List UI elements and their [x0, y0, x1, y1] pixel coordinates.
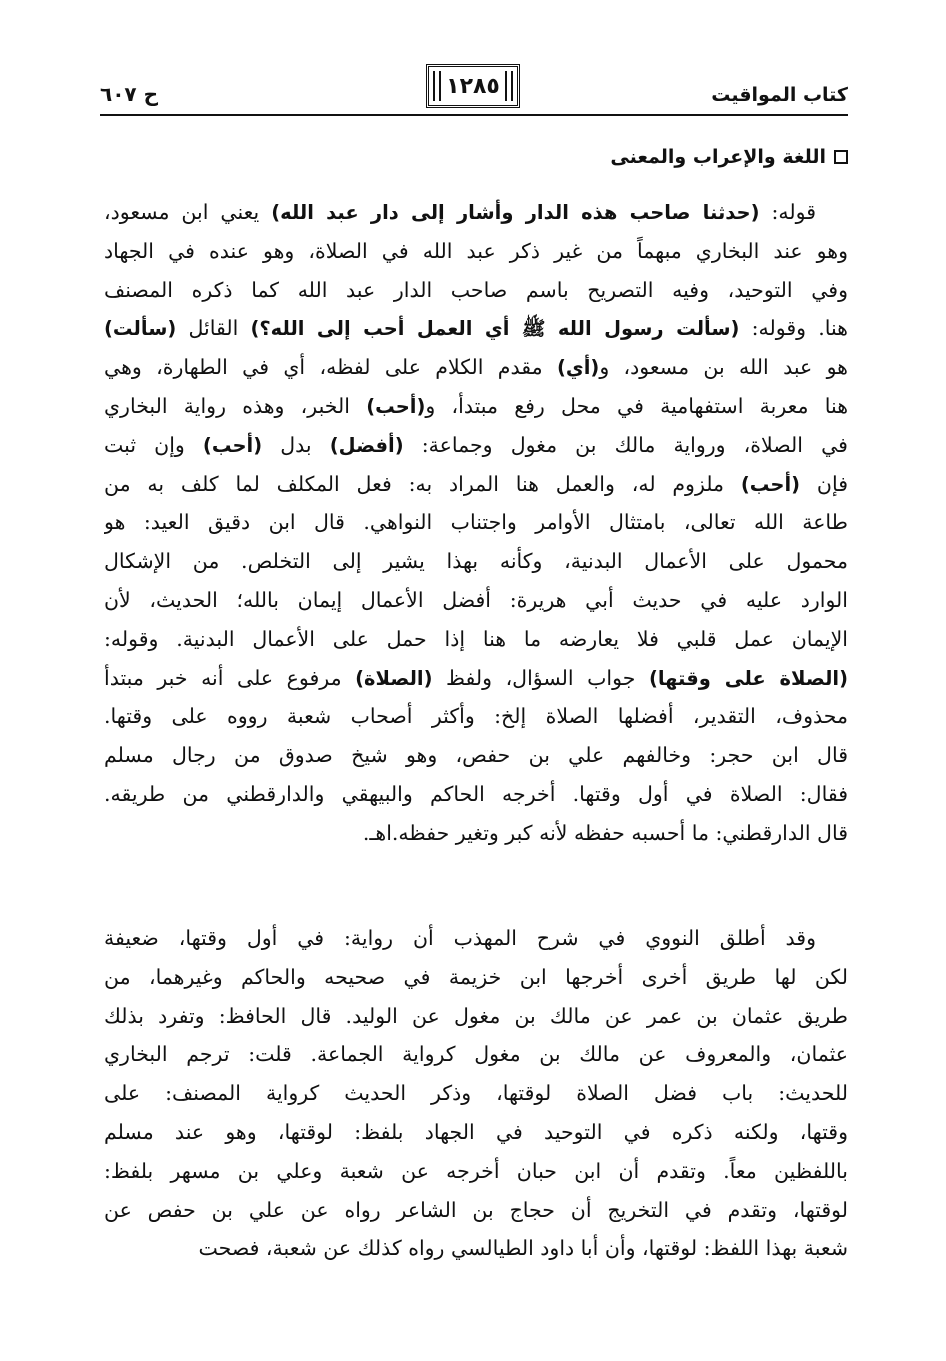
text-line: قال ابن حجر: وخالفهم علي بن حفص، وهو شيخ صدوق من رجال مسلم	[104, 743, 848, 768]
text-line: هنا. وقوله: (سألت رسول الله ﷺ أي العمل أحب إلى الله؟) القائل (سألت)	[104, 316, 848, 341]
page-header	[100, 62, 848, 118]
bold-quote: (أحب)	[366, 394, 426, 418]
text-line: قال الدارقطني: ما أحسبه حفظه لأنه كبر وتغير حفظه.اهـ.	[362, 820, 848, 845]
bold-quote: (سألت رسول الله ﷺ أي العمل أحب إلى الله؟)	[250, 317, 740, 341]
text-line: شعبة بهذا اللفظ: لوقتها، وأن أبا داود الطيالسي رواه كذلك عن شعبة، فصحت	[198, 1236, 848, 1261]
text-line: وفي التوحيد، وفيه التصريح باسم صاحب الدار عبد الله كما ذكره المصنف	[104, 277, 848, 302]
bold-quote: (أحب)	[740, 472, 801, 496]
bold-quote: (الصلاة على وقتها)	[648, 666, 848, 690]
text-line: باللفظين معاً. وتقدم أن ابن حبان أخرجه عن شعبة وعلي بن مسهر بلفظ:	[104, 1158, 848, 1183]
bold-quote: (حدثنا صاحب هذه الدار وأشار إلى دار عبد الله)	[271, 201, 760, 224]
text-line: في الصلاة، ورواية مالك بن مغول وجماعة: (أفضل) بدل (أحب) وإن ثبت	[104, 432, 848, 457]
page-number-frame	[426, 64, 520, 108]
text-line: قوله: (حدثنا صاحب هذه الدار وأشار إلى دار عبد الله) يعني ابن مسعود،	[104, 200, 816, 224]
hadith-number: ح ٦٠٧	[100, 82, 159, 106]
book-title: كتاب المواقيت	[711, 84, 848, 106]
text-line: عثمان، والمعروف عن مالك بن مغول كرواية الجماعة. قلت: ترجم البخاري	[104, 1042, 848, 1067]
bold-quote: (سألت)	[104, 317, 177, 341]
text-line: محمول على الأعمال البدنية، وكأنه بهذا يشير إلى التخلص. من الإشكال	[104, 549, 848, 574]
text-line: وهو عند البخاري مبهماً من غير ذكر عبد الله في الصلاة، وهو عنده في الجهاد	[104, 238, 848, 263]
text-line: (الصلاة على وقتها) جواب السؤال، ولفظ (الصلاة) مرفوع على أنه خبر مبتدأ	[104, 665, 848, 690]
text-line: الإيمان عمل قلبي فلا يعارضه ما هنا إذا حمل على الأعمال البدنية. وقوله:	[104, 626, 848, 651]
section-heading-text: اللغة والإعراب والمعنى	[610, 146, 826, 168]
text-line: محذوف، التقدير، أفضلها الصلاة إلخ: وأكثر أصحاب شعبة رووه على وقتها.	[104, 704, 848, 729]
page-number: ١٢٨٥	[446, 73, 500, 99]
checkbox-icon	[834, 150, 848, 164]
text-line: لوقتها، وتقدم في التخريج أن حجاج بن الشاعر رواه عن علي بن حفص عن	[104, 1197, 848, 1222]
text-line: هنا معربة استفهامية في محل رفع مبتدأ، و(أحب) الخبر، وهذه رواية البخاري	[104, 393, 848, 418]
bold-quote: (الصلاة)	[355, 666, 433, 690]
text-line: فقال: الصلاة في أول وقتها. أخرجه الحاكم والبيهقي والدارقطني من طريقه.	[104, 781, 848, 806]
bold-quote: (أحب)	[202, 433, 263, 457]
paragraph-2	[104, 919, 848, 1268]
text-line: فإن (أحب) ملزوم له، والعمل هنا المراد به: فعل المكلف لما كلف به من	[104, 471, 848, 496]
text-line: طريق عثمان بن عمر عن مالك بن مغول عن الوليد. قال الحافظ: وتفرد بذلك	[104, 1003, 848, 1028]
header-divider	[100, 114, 848, 116]
bold-quote: (أي)	[556, 356, 600, 380]
paragraph-1	[104, 193, 848, 853]
text-line: وقتها، ولكنه ذكره في التوحيد في الجهاد بلفظ: لوقتها، وهو عند مسلم	[104, 1119, 848, 1144]
bold-quote: (أفضل)	[329, 433, 404, 457]
text-line: وقد أطلق النووي في شرح المهذب أن رواية: في أول وقتها، ضعيفة	[104, 926, 816, 950]
text-line: لكن لها طريق أخرى أخرجها ابن خزيمة في صحيحه والحاكم وغيرهما، من	[104, 964, 848, 989]
text-line: الوارد عليه في حديث أبي هريرة: أفضل الأعمال إيمان بالله؛ الحديث، لأن	[104, 587, 848, 612]
section-heading	[610, 146, 848, 168]
text-line: هو عبد الله بن مسعود، و(أي) مقدم الكلام على لفظه، أي في الطهارة، وهي	[104, 355, 848, 380]
text-line: للحديث: باب فضل الصلاة لوقتها، وذكر الحديث كرواية المصنف: على	[104, 1081, 848, 1106]
text-line: طاعة الله تعالى، بامتثال الأوامر واجتناب النواهي. قال ابن دقيق العيد: هو	[104, 510, 848, 535]
